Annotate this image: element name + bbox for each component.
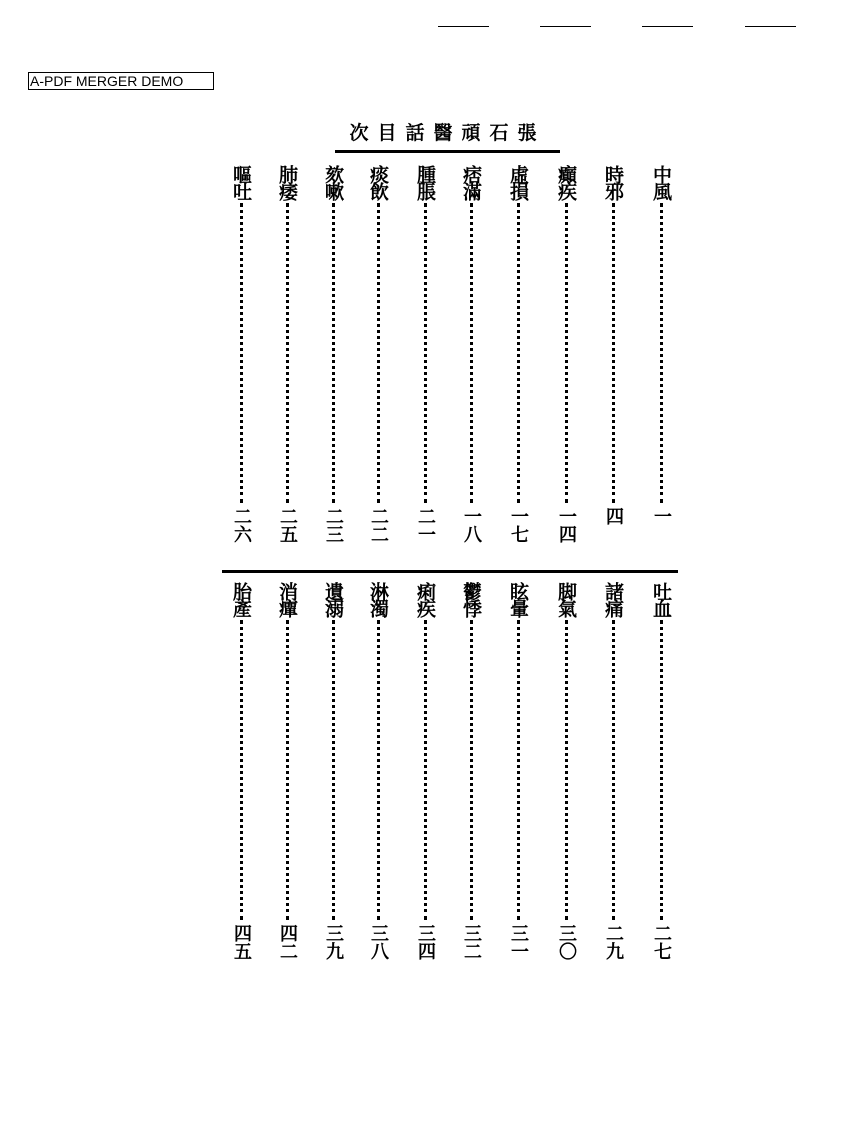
toc-page-number: 二五 — [277, 507, 298, 543]
toc-entry — [506, 165, 530, 543]
toc-page-number: 一七 — [508, 507, 529, 543]
toc-page-number: 三二 — [461, 924, 482, 960]
toc-entry — [601, 582, 625, 960]
header-blank-line — [438, 26, 489, 27]
toc-leader-dots — [470, 203, 473, 503]
toc-leader-dots — [286, 203, 289, 503]
toc-entry-title: 痰飲 — [367, 165, 389, 199]
toc-leader-dots — [424, 620, 427, 920]
toc-entry — [321, 582, 345, 960]
toc-entry-title: 諸痛 — [602, 582, 624, 616]
toc-entry — [459, 582, 483, 960]
toc-page-number: 一 — [651, 507, 672, 525]
toc-page-number: 二七 — [651, 924, 672, 960]
toc-leader-dots — [377, 203, 380, 503]
toc-entry — [229, 582, 253, 960]
page-title: 張石頑醫話目次 — [349, 122, 546, 144]
toc-entry — [506, 582, 530, 960]
toc-page-number: 三四 — [415, 924, 436, 960]
toc-entry-title: 中風 — [650, 165, 672, 199]
toc-leader-dots — [240, 620, 243, 920]
toc-entry — [275, 165, 299, 543]
toc-leader-dots — [377, 620, 380, 920]
toc-entry-title: 痞滿 — [460, 165, 482, 199]
toc-entry — [459, 165, 483, 543]
header-blank-line — [745, 26, 796, 27]
toc-entry-title: 癲疾 — [555, 165, 577, 199]
toc-entry — [601, 165, 625, 525]
toc-page-number: 三八 — [368, 924, 389, 960]
toc-page-number: 一八 — [461, 507, 482, 543]
toc-entry-title: 嘔吐 — [230, 165, 252, 199]
toc-entry — [413, 582, 437, 960]
toc-leader-dots — [286, 620, 289, 920]
toc-entry — [413, 165, 437, 543]
toc-leader-dots — [517, 203, 520, 503]
toc-page-number: 二六 — [231, 507, 252, 543]
toc-entry-title: 遺溺 — [322, 582, 344, 616]
toc-leader-dots — [470, 620, 473, 920]
toc-page-number: 二一 — [415, 507, 436, 543]
toc-entry-title: 淋濁 — [367, 582, 389, 616]
toc-entry-title: 消癉 — [276, 582, 298, 616]
toc-leader-dots — [424, 203, 427, 503]
toc-leader-dots — [565, 620, 568, 920]
toc-page-number: 四 — [603, 507, 624, 525]
toc-entry-title: 痢疾 — [414, 582, 436, 616]
toc-page-number: 一四 — [556, 507, 577, 543]
toc-leader-dots — [660, 203, 663, 503]
section-divider — [222, 570, 678, 573]
toc-entry-title: 時邪 — [602, 165, 624, 199]
toc-entry — [649, 582, 673, 960]
toc-page-number: 三一 — [508, 924, 529, 960]
toc-entry — [649, 165, 673, 525]
toc-leader-dots — [332, 620, 335, 920]
toc-page-number: 二三 — [323, 507, 344, 543]
toc-entry-title: 脚氣 — [555, 582, 577, 616]
toc-entry-title: 吐血 — [650, 582, 672, 616]
toc-entry-title: 肺痿 — [276, 165, 298, 199]
toc-page-number: 二九 — [603, 924, 624, 960]
toc-entry — [321, 165, 345, 543]
toc-entry — [229, 165, 253, 543]
header-blank-line — [540, 26, 591, 27]
toc-entry — [366, 165, 390, 543]
toc-page-number: 三九 — [323, 924, 344, 960]
toc-entry-title: 胎產 — [230, 582, 252, 616]
toc-page-number: 四二 — [277, 924, 298, 960]
toc-page-number: 三〇 — [556, 924, 577, 960]
toc-leader-dots — [332, 203, 335, 503]
toc-leader-dots — [612, 203, 615, 503]
toc-entry-title: 眩暈 — [507, 582, 529, 616]
toc-leader-dots — [565, 203, 568, 503]
toc-leader-dots — [517, 620, 520, 920]
toc-leader-dots — [612, 620, 615, 920]
toc-page-number: 四五 — [231, 924, 252, 960]
toc-leader-dots — [240, 203, 243, 503]
toc-entry-title: 鬱悸 — [460, 582, 482, 616]
toc-page-number: 二二 — [368, 507, 389, 543]
toc-entry — [554, 165, 578, 543]
toc-entry — [275, 582, 299, 960]
toc-leader-dots — [660, 620, 663, 920]
toc-entry — [366, 582, 390, 960]
demo-watermark-label: A-PDF MERGER DEMO — [28, 72, 214, 90]
title-underline — [335, 150, 560, 153]
header-blank-line — [642, 26, 693, 27]
toc-entry — [554, 582, 578, 960]
toc-entry-title: 腫脹 — [414, 165, 436, 199]
toc-entry-title: 虛損 — [507, 165, 529, 199]
toc-entry-title: 欬嗽 — [322, 165, 344, 199]
